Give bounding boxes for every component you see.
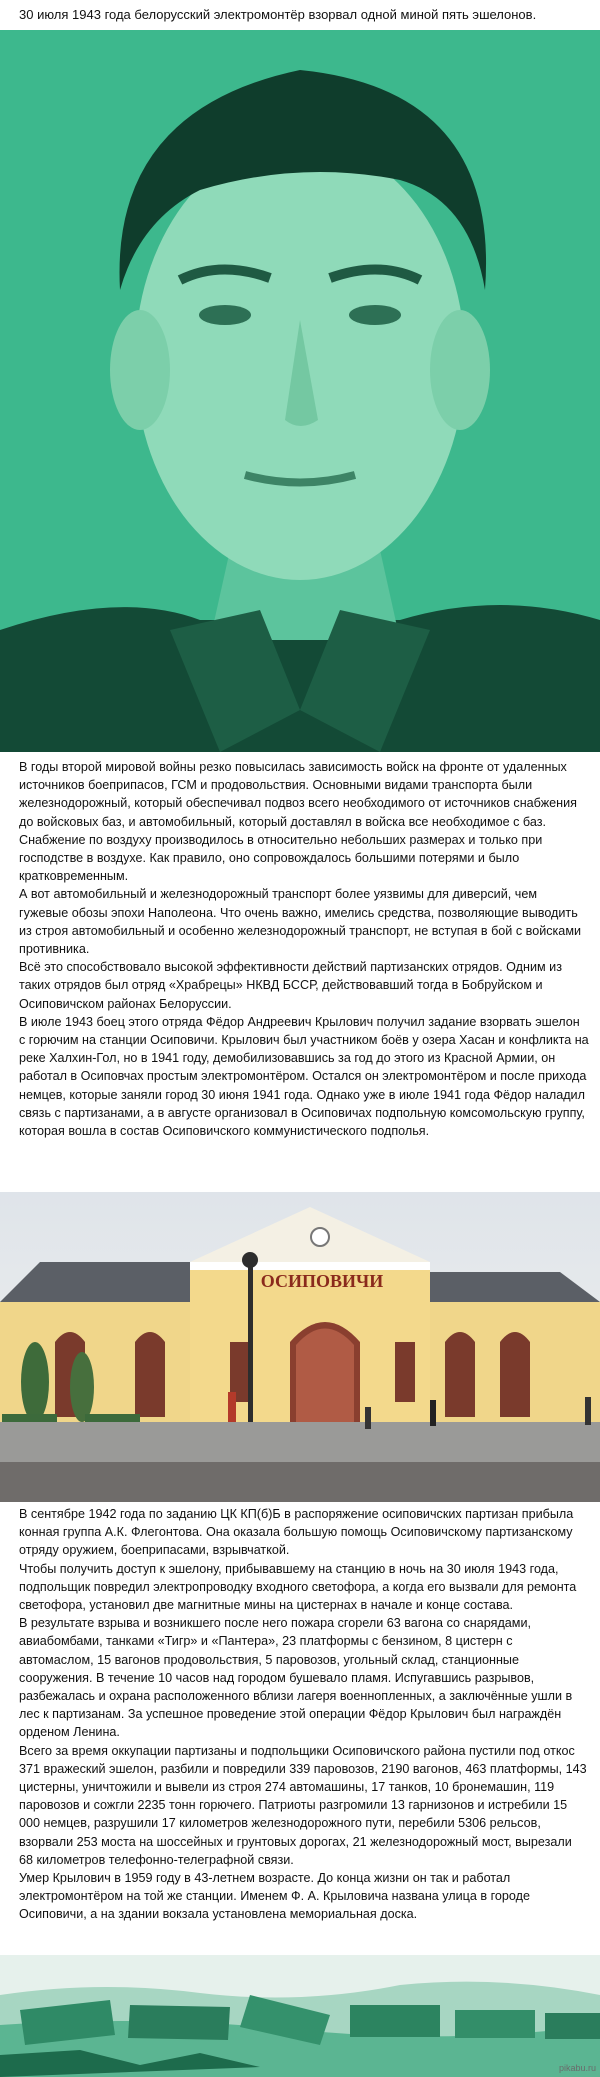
paragraph: Умер Крылович в 1959 году в 43-летнем возрасте. До конца жизни он так и работал электромонтёром на той же станции. Именем Ф. А. Крыловича названа улица в городе Осиповичи, а на здании вокзала установлена мемориальная доска. <box>19 1871 530 1922</box>
station-photo <box>0 1192 600 1502</box>
paragraph: В годы второй мировой войны резко повысилась зависимость войск на фронте от удаленных источников боеприпасов, ГСМ и продовольствия. Основными видами транспорта были железнодорожный, который обеспечивал подвоз всего необходимого от источников снабжения до войсковых баз, и автомобильный, который доставлял в войска все необходимое с баз. Снабжение по воздуху производилось в относительно небольших размерах и только при господстве в воздухе. Как правило, оно сопровождалось большими потерями и было кратковременным. <box>19 760 577 884</box>
derailed-train-photo <box>0 1955 600 2077</box>
paragraph: В результате взрыва и возникшего после него пожара сгорели 63 вагона со снарядами, авиабомбами, танками «Тигр» и «Пантера», 23 платформы с бензином, 8 цистерн с автомаслом, 15 вагонов продовольствия, 5 паровозов, угольный склад, станционные сооружения. В течение 10 часов над городом бушевало пламя. Испугавшись разрывов, разбежалась и охрана расположенного вблизи лагеря военнопленных, а заключённые ушли в лес к партизанам. За успешное проведение этой операции Фёдор Крылович был награждён орденом Ленина. <box>19 1616 573 1740</box>
paragraph: Чтобы получить доступ к эшелону, прибывавшему на станцию в ночь на 30 июля 1943 года, подпольщик повредил электропроводку входного светофора, а когда его вызвали для ремонта светофора, установил две магнитные мины на цистернах в начале и конце состава. <box>19 1561 577 1613</box>
paragraph: Всего за время оккупации партизаны и подпольщики Осиповичского района пустили под откос 371 вражеский эшелон, разбили и повредили 339 паровозов, 2190 вагонов, 463 платформы, 143 цистерны, уничтожили и вывели из строя 274 автомашины, 17 танков, 10 бронемашин, 119 паровозов и сожгли 2235 тонн горючего. Патриоты разгромили 13 гарнизонов и истребили 15 000 немцев, разрушили 17 километров железнодорожного пути, перебили 5306 рельсов, взорвали 253 моста на шоссейных и грунтовых дорогах, 21 железнодорожный мост, вырезали 68 километров телефонно-телеграфной связи. <box>19 1743 587 1867</box>
station-sign-text: ОСИПОВИЧИ <box>260 1271 384 1291</box>
paragraph: Всё это способствовало высокой эффективности действий партизанских отрядов. Одним из таких отрядов был отряд «Храбрецы» НКВД БССР, действовавший тогда в Бобруйском и Осиповичском районах Белоруссии. <box>19 960 562 1011</box>
paragraph: А вот автомобильный и железнодорожный транспорт более уязвимы для диверсий, чем гужевые обозы эпохи Наполеона. Что очень важно, имелись средства, позволяющие выводить из строя автомобильный и особенно железнодорожный транспорт, не вступая в бой с войсками противника. <box>19 887 582 957</box>
paragraph: В сентябре 1942 года по заданию ЦК КП(б)Б в распоряжение осиповичских партизан прибыла конная группа А.К. Флегонтова. Она оказала большую помощь Осиповичскому партизанскому отряду оружием, боеприпасами, взрывчаткой. <box>19 1507 574 1558</box>
article-text-part-2 <box>19 1505 589 1924</box>
portrait-photo <box>0 30 600 752</box>
paragraph: В июле 1943 боец этого отряда Фёдор Андреевич Крылович получил задание взорвать эшелон с горючим на станции Осиповичи. Крылович был участником боёв у озера Хасан и конфликта на реке Халхин-Гол, но в 1941 году, демобилизовавшись за год до этого из Красной Армии, он работал в Осиповчах простым электромонтёром. Остался он электромонтёром и после прихода немцев, которые заняли город 30 июня 1941 года. Однако уже в июле 1941 года Фёдор наладил связь с партизанами, а в августе организовал в Осиповичах подпольную комсомольскую группу, которая вошла в состав Осиповичского коммунистического подполья. <box>19 1014 589 1139</box>
headline: 30 июля 1943 года белорусский электромонтёр взорвал одной миной пять эшелонов. <box>19 7 537 22</box>
article-text-part-1 <box>19 758 589 1140</box>
watermark: pikabu.ru <box>558 2063 596 2073</box>
